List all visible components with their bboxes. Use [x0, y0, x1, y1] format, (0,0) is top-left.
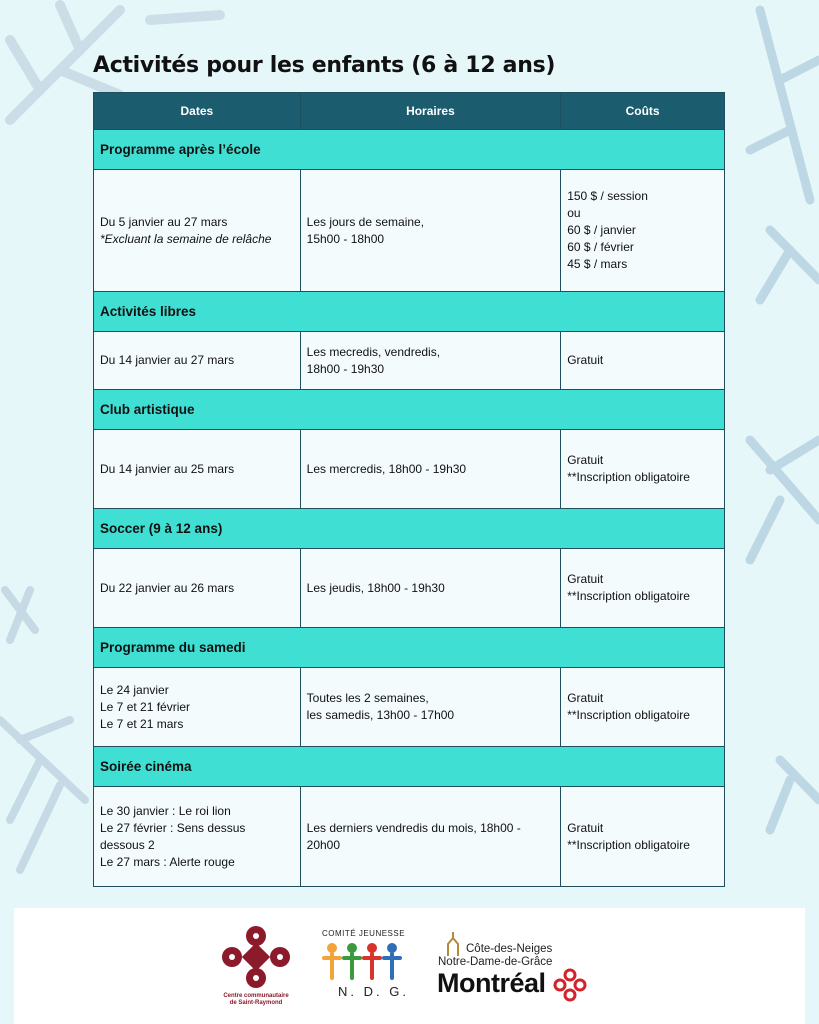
- cj-title: COMITÉ JEUNESSE: [322, 929, 406, 938]
- table-row: [94, 170, 725, 292]
- footer-logos: [14, 908, 805, 1024]
- costs-cell: Gratuit: [561, 332, 725, 390]
- cost-line: **Inscription obligatoire: [567, 470, 690, 484]
- cost-line: Gratuit: [567, 691, 604, 705]
- snowflake-left-icon: [0, 570, 90, 890]
- header-hours: Horaires: [300, 93, 561, 130]
- snowflake-right-icon: [730, 0, 819, 900]
- table-row: [94, 430, 725, 509]
- montreal-rose-icon: [553, 968, 587, 1002]
- costs-cell: [561, 668, 725, 747]
- cost-line: **Inscription obligatoire: [567, 589, 690, 603]
- costs-cell: [561, 430, 725, 509]
- csr-logo-text: [214, 993, 298, 1007]
- cj-ndg-text: N. D. G.: [338, 984, 409, 999]
- section-title: Soccer (9 à 12 ans): [94, 509, 725, 549]
- section-row: [94, 509, 725, 549]
- section-row: [94, 628, 725, 668]
- section-title: Programme du samedi: [94, 628, 725, 668]
- costs-cell: [561, 170, 725, 292]
- dates-line: dessous 2: [100, 837, 155, 852]
- cost-line: **Inscription obligatoire: [567, 708, 690, 722]
- section-row: [94, 390, 725, 430]
- hours-line: Toutes les 2 semaines,: [306, 691, 429, 705]
- section-title: Activités libres: [94, 292, 725, 332]
- hours-cell: [300, 787, 561, 887]
- header-dates: Dates: [94, 93, 301, 130]
- csr-logo-icon: [218, 924, 294, 990]
- cost-line: 60 $ / janvier: [567, 223, 636, 237]
- section-row: [94, 292, 725, 332]
- hours-cell: [300, 668, 561, 747]
- hours-line: 20h00: [306, 837, 341, 852]
- dates-line: Le 30 janvier : Le roi lion: [100, 803, 231, 818]
- hours-line: Les derniers vendredis du mois, 18h00 -: [306, 820, 521, 835]
- hours-cell: [300, 170, 561, 292]
- section-row: [94, 747, 725, 787]
- mtl-borough-line1: Côte-des-Neiges: [466, 943, 553, 955]
- mtl-logo-text: Montréal: [437, 968, 546, 998]
- cost-line: 150 $ / session: [567, 189, 648, 203]
- table-row: [94, 787, 725, 887]
- table-header-row: [94, 93, 725, 130]
- dates-line: Le 7 et 21 février: [100, 699, 191, 714]
- hours-line: les samedis, 13h00 - 17h00: [306, 708, 455, 722]
- header-costs: Coûts: [561, 93, 725, 130]
- hours-line: Les mecredis, vendredis,: [306, 344, 441, 359]
- cost-line: **Inscription obligatoire: [567, 837, 690, 852]
- dates-cell: Du 14 janvier au 27 mars: [94, 332, 301, 390]
- dates-cell: [94, 787, 301, 887]
- cj-people-icon: [322, 940, 404, 982]
- costs-cell: [561, 549, 725, 628]
- dates-cell: [94, 170, 301, 292]
- cost-line: Gratuit: [567, 820, 604, 835]
- dates-cell: Du 14 janvier au 25 mars: [94, 430, 301, 509]
- dates-text: Du 5 janvier au 27 mars: [100, 214, 228, 229]
- costs-cell: [561, 787, 725, 887]
- page-title: Activités pour les enfants (6 à 12 ans): [93, 53, 556, 78]
- hours-cell: Les mercredis, 18h00 - 19h30: [300, 430, 561, 509]
- cost-line: Gratuit: [567, 453, 604, 467]
- dates-note: *Excluant la semaine de relâche: [100, 231, 272, 246]
- table-row: [94, 668, 725, 747]
- section-row: [94, 130, 725, 170]
- cost-line: 60 $ / février: [567, 240, 634, 254]
- hours-line: Les jours de semaine,: [306, 214, 425, 229]
- cost-line: Gratuit: [567, 572, 604, 586]
- dates-cell: Du 22 janvier au 26 mars: [94, 549, 301, 628]
- hours-cell: Les jeudis, 18h00 - 19h30: [300, 549, 561, 628]
- hours-line: 15h00 - 18h00: [306, 231, 385, 246]
- dates-line: Le 27 mars : Alerte rouge: [100, 854, 235, 869]
- activities-table: [93, 92, 725, 887]
- cost-line: ou: [567, 206, 581, 220]
- section-title: Programme après l’école: [94, 130, 725, 170]
- dates-line: Le 27 février : Sens dessus: [100, 820, 246, 835]
- csr-line: Centre communautaire: [223, 993, 289, 999]
- csr-line: de Saint-Raymond: [229, 1000, 283, 1006]
- dates-line: Le 7 et 21 mars: [100, 716, 184, 731]
- hours-cell: [300, 332, 561, 390]
- table-row: [94, 332, 725, 390]
- hours-line: 18h00 - 19h30: [306, 361, 385, 376]
- table-row: [94, 549, 725, 628]
- dates-line: Le 24 janvier: [100, 682, 169, 697]
- dates-cell: [94, 668, 301, 747]
- cost-line: 45 $ / mars: [567, 257, 628, 271]
- church-icon: [442, 930, 464, 956]
- section-title: Club artistique: [94, 390, 725, 430]
- section-title: Soirée cinéma: [94, 747, 725, 787]
- mtl-borough-line2: Notre-Dame-de-Grâce: [438, 956, 553, 968]
